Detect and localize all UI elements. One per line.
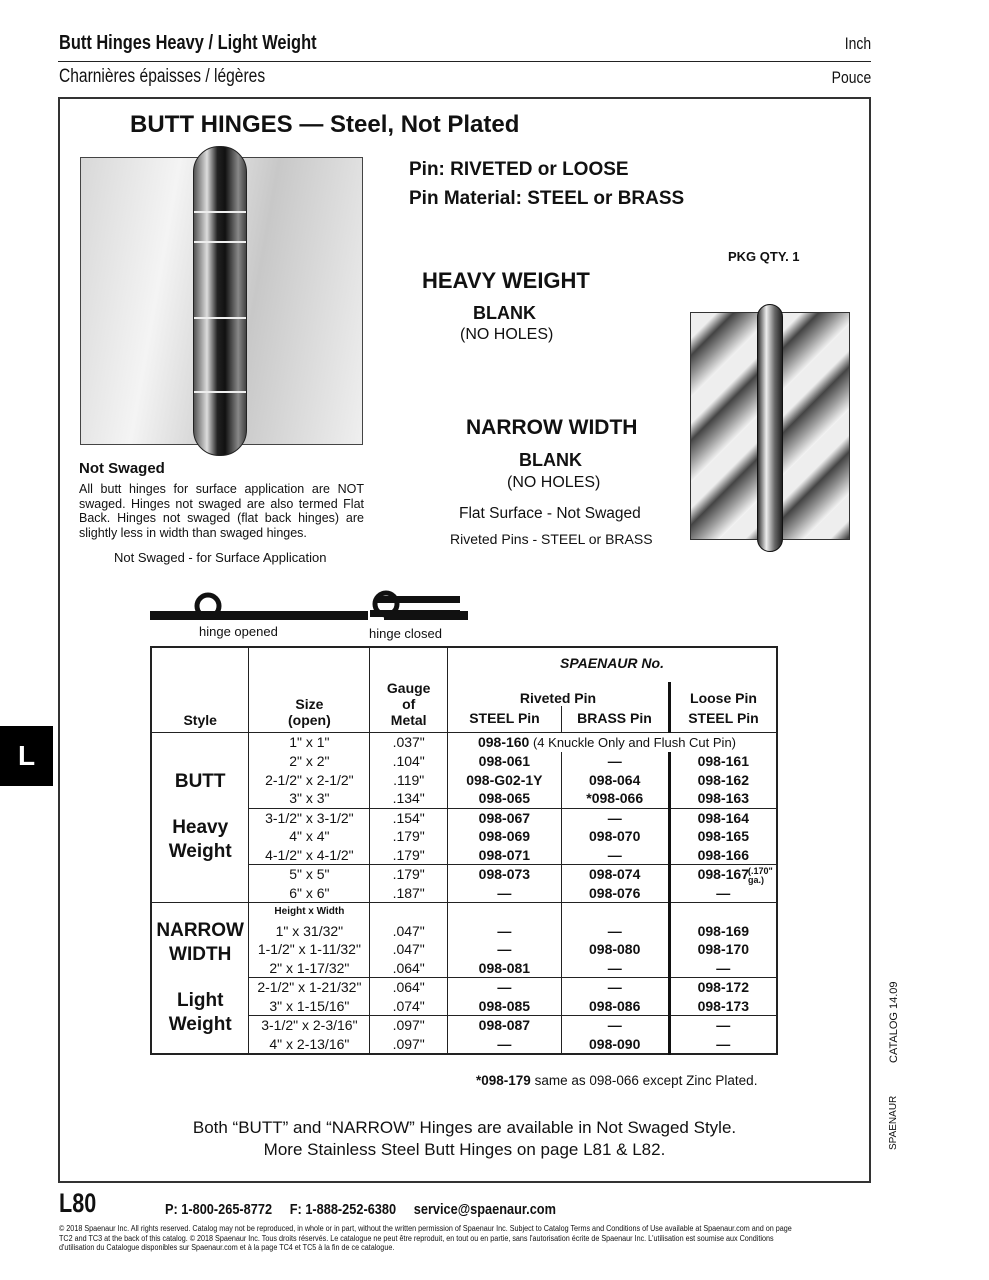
bottom-notes (58, 1117, 871, 1161)
brass-pin-cell: — (561, 808, 669, 827)
brass-pin-cell: — (561, 752, 669, 771)
loose-pin-cell: 098-161 (697, 753, 749, 769)
size-cell: 3-1/2" x 3-1/2" (249, 808, 370, 827)
hinge-diagrams (148, 590, 468, 622)
page-title: Butt Hinges Heavy / Light Weight (59, 32, 317, 54)
header-style: Style (151, 647, 249, 732)
steel-pin-cell: 098-067 (447, 808, 561, 827)
style-cell: NARROW WIDTH Light Weight (151, 903, 249, 1055)
header-brass-pin: BRASS Pin (577, 710, 652, 726)
not-swaged-body: All butt hinges for surface application are NOT swaged. Hinges not swaged are also termed Flat Back. Hinges not swaged (flat back hinges) are slightly less in width than swaged hinges. (79, 482, 364, 540)
gauge-cell: .154" (370, 808, 448, 827)
steel-pin-cell: 098-087 (447, 1016, 561, 1035)
page-subtitle-fr: Charnières épaisses / légères (59, 66, 266, 87)
page-number: L80 (59, 1188, 97, 1218)
brass-pin-cell: — (561, 978, 669, 997)
bottom-note-1: Both “BUTT” and “NARROW” Hinges are available in Not Swaged Style. (192, 1118, 737, 1137)
steel-pin-cell: 098-061 (447, 752, 561, 771)
loose-pin-cell: 098-163 (697, 790, 749, 806)
table-row (151, 903, 777, 922)
loose-pin-cell: 098-166 (697, 846, 749, 863)
narrow-line1: Flat Surface - Not Swaged (459, 505, 641, 522)
brass-pin-cell: 098-080 (561, 940, 669, 959)
brass-pin-cell: 098-090 (561, 1035, 669, 1055)
gauge-cell: .119" (370, 771, 448, 790)
brass-pin-cell: 098-074 (561, 865, 669, 884)
gauge-cell: .097" (370, 1016, 448, 1035)
gauge-cell: .064" (370, 959, 448, 978)
size-cell: 4-1/2" x 4-1/2" (249, 846, 370, 865)
brass-pin-cell: *098-066 (561, 789, 669, 808)
header-loose-pin: Loose Pin (690, 690, 757, 706)
hinge-opened-label: hinge opened (199, 624, 278, 639)
narrow-width-title: NARROW WIDTH (466, 416, 638, 439)
size-cell: 2" x 1-17/32" (249, 959, 370, 978)
size-cell: 2" x 2" (249, 752, 370, 771)
size-cell: 4" x 2-13/16" (249, 1035, 370, 1055)
steel-pin-cell: — (447, 1035, 561, 1055)
header-size: Size (open) (249, 647, 370, 732)
brass-pin-cell: — (561, 846, 669, 865)
heavy-weight-note: (NO HOLES) (460, 326, 554, 343)
brass-pin-cell: — (561, 1016, 669, 1035)
steel-pin-cell: 098-071 (447, 846, 561, 865)
loose-pin-cell: 098-170 (697, 941, 749, 957)
steel-pin-cell: 098-069 (447, 827, 561, 846)
header-loose-steel-pin: STEEL Pin (688, 710, 759, 726)
size-cell: 6" x 6" (249, 884, 370, 903)
footnote: *098-179 same as 098-066 except Zinc Plated. (476, 1073, 758, 1088)
brass-pin-cell: 098-076 (561, 884, 669, 903)
steel-pin-cell: — (447, 940, 561, 959)
hinge-barrel-image (193, 146, 247, 456)
unit-label-fr: Pouce (831, 68, 871, 87)
header-spaenaur-no (447, 647, 777, 732)
brass-pin-cell: 098-086 (561, 997, 669, 1016)
size-cell: 2-1/2" x 1-21/32" (249, 978, 370, 997)
hinge-closed-label: hinge closed (369, 626, 442, 641)
narrow-width-sub: BLANK (519, 450, 582, 470)
loose-pin-cell: 098-164 (669, 808, 777, 827)
pkg-qty: PKG QTY. 1 (728, 249, 800, 264)
size-cell: 3" x 1-15/16" (249, 997, 370, 1016)
loose-pin-cell: 098-165 (697, 828, 749, 844)
loose-pin-cell: 098-169 (697, 922, 749, 939)
brand-logo: SPAENAUR (888, 1095, 899, 1150)
loose-pin-cell: 098-167 (.170" ga.) (669, 865, 777, 884)
gauge-cell: .047" (370, 922, 448, 941)
size-cell: 3-1/2" x 2-3/16" (249, 1016, 370, 1035)
steel-pin-cell: 098-073 (447, 865, 561, 884)
loose-pin-cell: — (716, 884, 731, 901)
heavy-weight-title: HEAVY WEIGHT (422, 268, 590, 293)
gauge-cell: .179" (370, 827, 448, 846)
loose-pin-cell: — (669, 1016, 777, 1035)
divider (58, 61, 871, 62)
spaenaur-no-label: SPAENAUR No. (560, 655, 664, 671)
gauge-cell: .134" (370, 789, 448, 808)
bottom-note-2: More Stainless Steel Butt Hinges on page L81 & L82. (263, 1140, 666, 1159)
loose-pin-cell: 098-173 (697, 997, 749, 1014)
steel-pin-cell: 098-081 (447, 959, 561, 978)
gauge-cell: .047" (370, 940, 448, 959)
loose-pin-cell: — (716, 959, 731, 976)
catalog-version: CATALOG 14.09 (888, 981, 900, 1063)
phone: P: 1-800-265-8772 (165, 1201, 273, 1218)
fax: F: 1-888-252-6380 (289, 1201, 397, 1218)
part-number-span-cell: 098-160 (4 Knuckle Only and Flush Cut Pin) (447, 732, 777, 752)
gauge-cell: .179" (370, 865, 448, 884)
header-steel-pin: STEEL Pin (469, 710, 540, 726)
loose-pin-cell: — (716, 1035, 731, 1052)
loose-pin-cell: 098-172 (669, 978, 777, 997)
size-cell: 1" x 31/32" (249, 922, 370, 941)
size-cell: 1-1/2" x 1-11/32" (249, 940, 370, 959)
gauge-note: (.170" ga.) (748, 866, 773, 885)
gauge-cell: .187" (370, 884, 448, 903)
email-link[interactable]: service@spaenaur.com (413, 1201, 556, 1218)
pin-material: Pin Material: STEEL or BRASS (409, 188, 685, 209)
size-cell: 1" x 1" (249, 732, 370, 752)
narrow-hinge-barrel-image (757, 304, 783, 552)
pin-type: Pin: RIVETED or LOOSE (409, 159, 629, 180)
size-sublabel: Height x Width (249, 903, 370, 922)
gauge-cell: .074" (370, 997, 448, 1016)
gauge-cell: .037" (370, 732, 448, 752)
gauge-cell: .064" (370, 978, 448, 997)
steel-pin-cell: — (447, 922, 561, 941)
size-cell: 5" x 5" (249, 865, 370, 884)
steel-pin-cell: 098-065 (447, 789, 561, 808)
legal-notice: © 2018 Spaenaur Inc. All rights reserved. Catalog may not be reproduced, in whole or in part, without the written permission of Spaenaur Inc. Subject to Catalog Terms and Conditions of Use available at Spaenaur.com and on page TC2 and TC3 at the back of this catalog. © 2018 Spaenaur Inc. Tous droits réservés. Le catalogue ne peut être reproduit, en tout ou en partie, sans l'autorisation écrite de Spaenaur Inc. L'utilisation est soumise aux Conditions d'utilisation du Catalogue disponibles sur Spaenaur.com et à la page TC4 et TC5 à la fin de ce catalogue. (59, 1224, 792, 1252)
not-swaged-title: Not Swaged (79, 460, 165, 477)
contact-line (165, 1201, 556, 1218)
narrow-line2: Riveted Pins - STEEL or BRASS (450, 531, 653, 547)
not-swaged-caption: Not Swaged - for Surface Application (114, 550, 327, 565)
size-cell: 3" x 3" (249, 789, 370, 808)
steel-pin-cell: 098-085 (447, 997, 561, 1016)
loose-pin-cell: 098-162 (697, 771, 749, 788)
header-gauge: Gauge of Metal (370, 647, 448, 732)
product-heading: BUTT HINGES — Steel, Not Plated (130, 111, 520, 138)
hinge-spec-table (150, 646, 778, 1055)
heavy-weight-sub: BLANK (473, 303, 536, 323)
style-cell: BUTT Heavy Weight (151, 732, 249, 903)
table-row (151, 732, 777, 752)
brass-pin-cell: — (561, 959, 669, 978)
gauge-cell: .179" (370, 846, 448, 865)
steel-pin-cell: 098-G02-1Y (447, 771, 561, 790)
narrow-width-note: (NO HOLES) (507, 474, 601, 491)
section-tab: L (0, 726, 53, 786)
brass-pin-cell: 098-070 (561, 827, 669, 846)
gauge-cell: .097" (370, 1035, 448, 1055)
steel-pin-cell: — (447, 978, 561, 997)
size-cell: 2-1/2" x 2-1/2" (249, 771, 370, 790)
unit-label-en: Inch (844, 34, 871, 53)
header-riveted-pin: Riveted Pin (519, 690, 597, 706)
brass-pin-cell: 098-064 (561, 771, 669, 790)
gauge-cell: .104" (370, 752, 448, 771)
size-cell: 4" x 4" (249, 827, 370, 846)
brass-pin-cell: — (561, 922, 669, 941)
steel-pin-cell: — (447, 884, 561, 903)
